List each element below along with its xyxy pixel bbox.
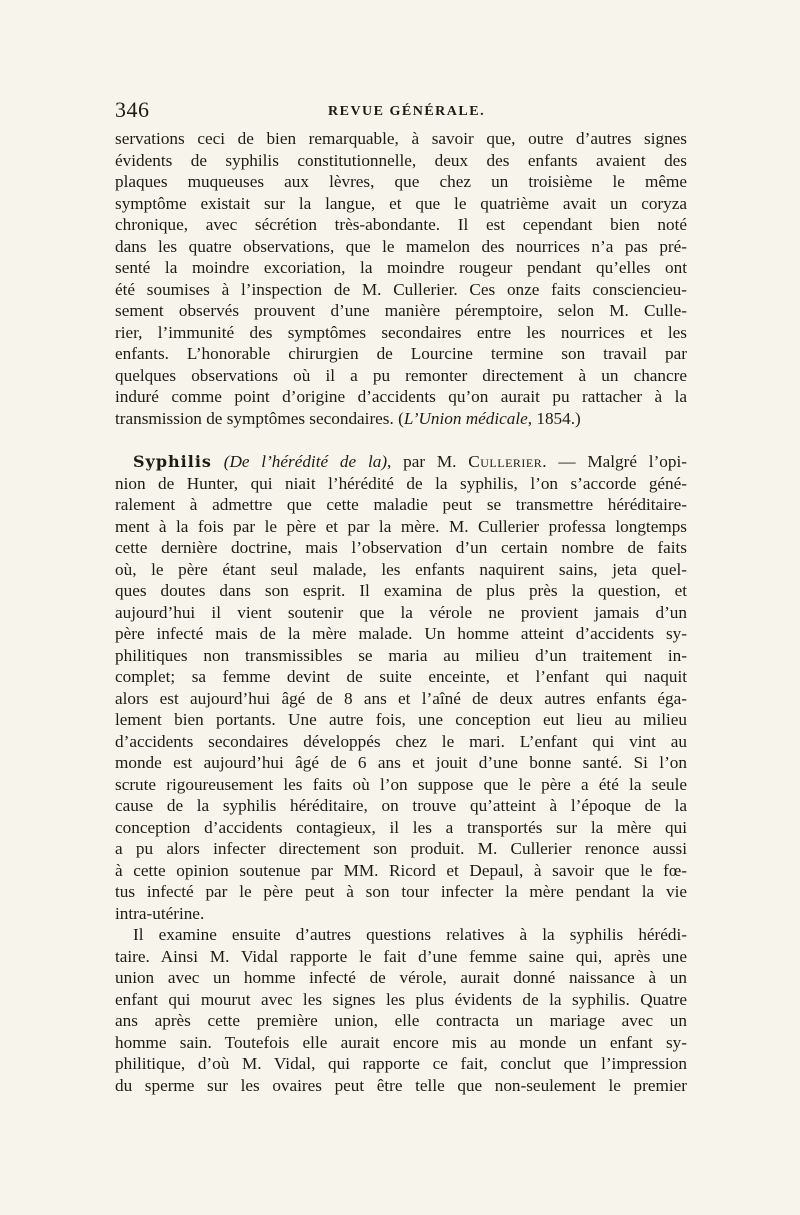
text-line: intra-utérine. <box>115 903 205 923</box>
text-line: du sperme sur les ovaires peut être telle que non-seulement le premier <box>115 1075 687 1095</box>
text-line: complet; sa femme devint de suite enceinte, et l’enfant qui naquit <box>115 667 687 686</box>
text-line: homme sain. Toutefois elle aurait encore mis au monde un enfant sy- <box>115 1032 687 1052</box>
text-line: lement bien portants. Une autre fois, une conception eut lieu au milieu <box>115 710 687 729</box>
section-heading: Syphilis <box>133 452 212 471</box>
text-line: ans après cette première union, elle contracta un mariage avec un <box>115 1011 687 1030</box>
text-line: quelques observations où il a pu remonter directement à un chancre <box>115 365 687 385</box>
text-line: symptôme existait sur la langue, et que le quatrième avait un coryza <box>115 193 687 213</box>
journal-citation: L’Union médicale <box>403 408 528 428</box>
text-line: taire. Ainsi M. Vidal rapporte le fait d’une femme saine qui, après une <box>115 946 687 966</box>
text-line: évidents de syphilis constitutionnelle, deux des enfants avaient des <box>115 150 687 170</box>
text-span: . — Malgré l’opi- <box>542 452 687 471</box>
text-line: tus infecté par le père peut à son tour infecter la mère pendant la vie <box>115 882 687 901</box>
text-line: sement observés prouvent d’une manière péremptoire, selon M. Culle- <box>115 301 687 320</box>
text-line: Il examine ensuite d’autres questions relatives à la syphilis hérédi- <box>133 925 687 944</box>
text-line: nion de Hunter, qui niait l’hérédité de la syphilis, l’on s’accorde géné- <box>115 473 687 493</box>
body-text <box>115 128 687 1096</box>
section-subtitle: (De l’hérédité de la) <box>223 452 388 471</box>
text-line: cette dernière doctrine, mais l’observation d’un certain nombre de faits <box>115 538 687 557</box>
text-line: conception d’accidents contagieux, il les a transportés sur la mère qui <box>115 817 687 837</box>
text-line: été soumises à l’inspection de M. Cullerier. Ces onze faits consciencieu- <box>115 279 687 299</box>
text-line: rier, l’immunité des symptômes secondaires entre les nourrices et les <box>115 322 687 342</box>
text-line: cause de la syphilis héréditaire, on trouve qu’atteint à l’époque de la <box>115 796 687 815</box>
text-line: monde est aujourd’hui âgé de 6 ans et jouit d’une bonne santé. Si l’on <box>115 753 687 772</box>
text-line: induré comme point d’origine d’accidents qu’on aurait pu rattacher à la <box>115 387 687 406</box>
paragraph-1 <box>115 128 687 429</box>
text-line: senté la moindre excoriation, la moindre rougeur pendant qu’elles ont <box>115 258 687 277</box>
text-line: aujourd’hui il vient soutenir que la vérole ne provient jamais d’un <box>115 602 687 622</box>
text-span: , 1854.) <box>527 408 581 428</box>
text-line: d’accidents secondaires développés chez le mari. L’enfant qui vint au <box>115 731 687 751</box>
text-line: philitique, d’où M. Vidal, qui rapporte ce fait, conclut que l’impression <box>115 1054 687 1073</box>
text-line: plaques muqueuses aux lèvres, que chez un troisième le même <box>115 172 687 191</box>
author-name: Cullerier <box>468 452 543 471</box>
text-line: enfants. L’honorable chirurgien de Lourcine termine son travail par <box>115 344 687 363</box>
text-line: scrute rigoureusement les faits où l’on suppose que le père a été la seule <box>115 774 687 794</box>
page-number: 346 <box>115 97 150 122</box>
text-line <box>115 408 687 430</box>
text-line: enfant qui mourut avec les signes les plus évidents de la syphilis. Quatre <box>115 989 687 1009</box>
text-line: ment à la fois par le père et par la mère. M. Cullerier professa longtemps <box>115 516 687 536</box>
text-line: ques doutes dans son esprit. Il examina de plus près la question, et <box>115 581 687 600</box>
text-line: philitiques non transmissibles se maria au milieu d’un traitement in- <box>115 645 687 665</box>
page-header <box>115 97 685 127</box>
text-line <box>115 451 687 473</box>
text-line: alors est aujourd’hui âgé de 8 ans et l’aîné de deux autres enfants éga- <box>115 688 687 708</box>
paragraph-3 <box>115 924 687 1096</box>
text-line: servations ceci de bien remarquable, à savoir que, outre d’autres signes <box>115 129 687 148</box>
text-line: père infecté mais de la mère malade. Un homme atteint d’accidents sy- <box>115 624 687 643</box>
running-title: REVUE GÉNÉRALE. <box>328 104 486 119</box>
text-line: a pu alors infecter directement son produit. M. Cullerier renonce aussi <box>115 839 687 858</box>
text-span: transmission de symptômes secondaires. ( <box>115 408 404 428</box>
text-line: dans les quatre observations, que le mamelon des nourrices n’a pas pré- <box>115 236 687 256</box>
text-span: , par M. <box>387 452 469 471</box>
paragraph-2 <box>115 451 687 924</box>
text-line: où, le père étant seul malade, les enfants naquirent sains, jeta quel- <box>115 559 687 579</box>
text-line: à cette opinion soutenue par MM. Ricord et Depaul, à savoir que le fœ- <box>115 860 687 880</box>
text-line: ralement à admettre que cette maladie peut se transmettre héréditaire- <box>115 495 687 514</box>
text-line: chronique, avec sécrétion très-abondante. Il est cependant bien noté <box>115 215 687 234</box>
text-line: union avec un homme infecté de vérole, aurait donné naissance à un <box>115 968 687 987</box>
